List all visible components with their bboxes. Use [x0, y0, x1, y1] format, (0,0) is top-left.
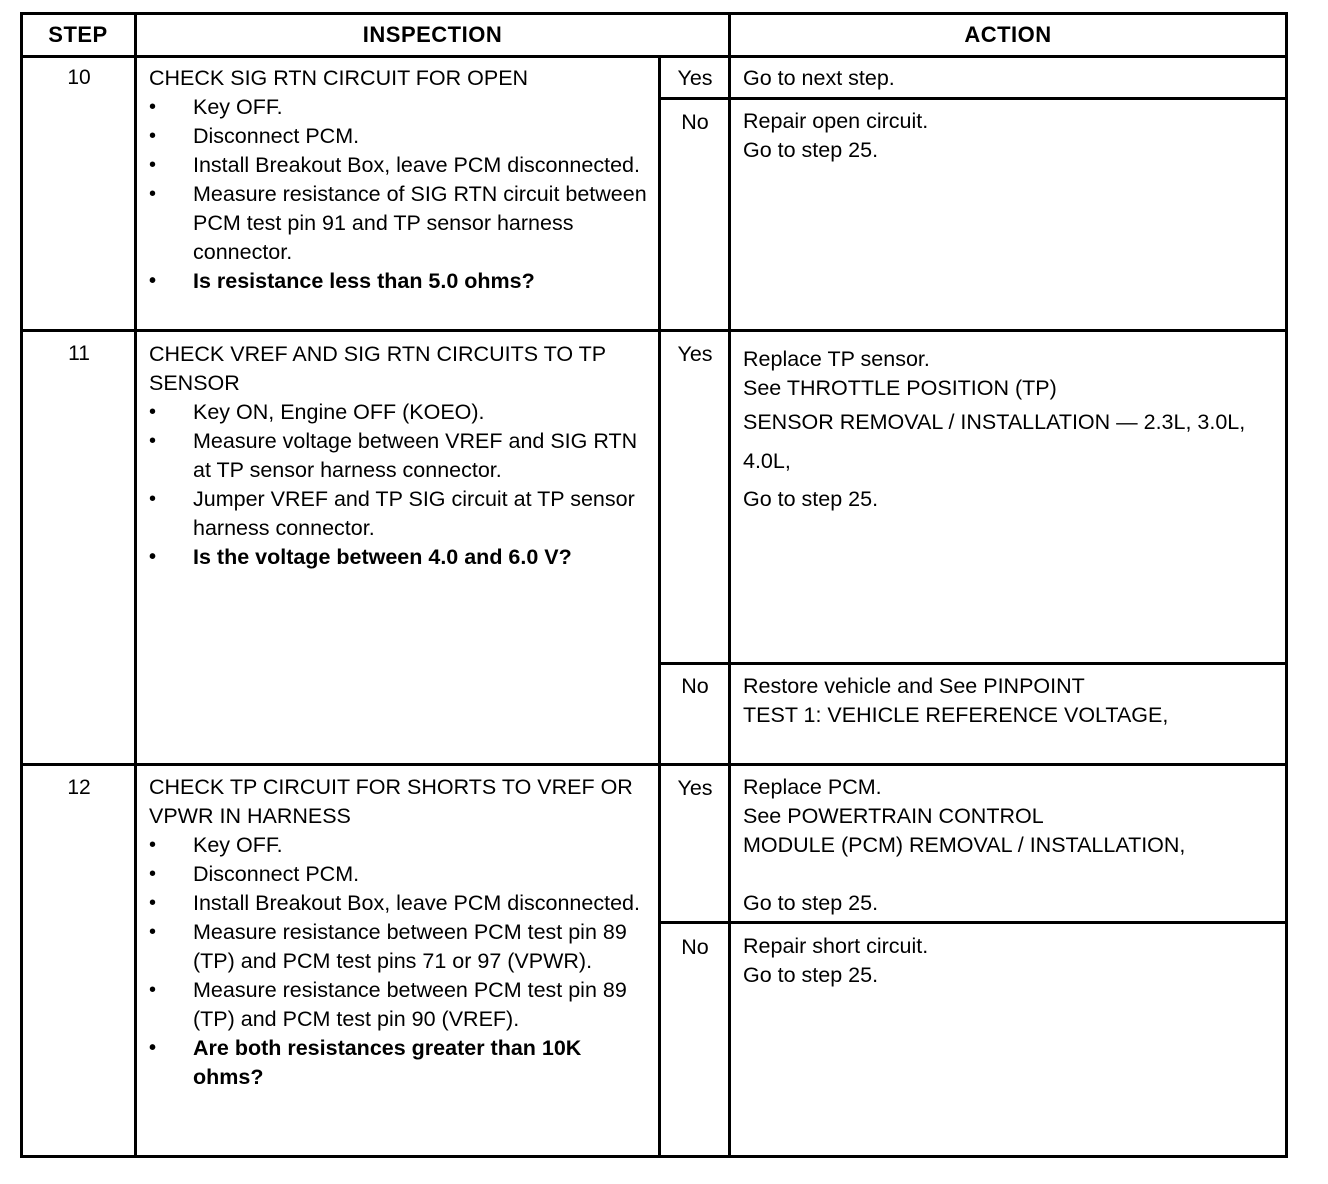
rule-right: [1285, 12, 1288, 1158]
no-label: No: [681, 935, 709, 959]
rule-step-col: [134, 12, 137, 1158]
step-number: 11: [68, 342, 90, 365]
action-line: Replace PCM.: [743, 775, 882, 799]
inspection-bullet: • Install Breakout Box, leave PCM disconnected.: [149, 889, 654, 918]
inspection-bullet: • Key ON, Engine OFF (KOEO).: [149, 398, 654, 427]
no-label: No: [681, 674, 709, 698]
yes-label: Yes: [677, 66, 713, 90]
action-line: See POWERTRAIN CONTROL: [743, 804, 1044, 828]
rule-row11-yesno: [660, 662, 1288, 665]
inspection-cell: [149, 340, 654, 572]
action-line: Repair open circuit.: [743, 109, 929, 133]
action-line: Go to step 25.: [743, 963, 879, 987]
inspection-bullet: • Measure resistance between PCM test pin 89 (TP) and PCM test pin 90 (VREF).: [149, 976, 654, 1034]
action-line: Go to step 25.: [743, 891, 879, 915]
inspection-cell: [149, 64, 654, 296]
header-step: STEP: [48, 22, 108, 47]
action-line: Go to step 25.: [743, 487, 879, 511]
action-line: Replace TP sensor.: [743, 347, 930, 371]
inspection-bullet: • Measure voltage between VREF and SIG RTN at TP sensor harness connector.: [149, 427, 654, 485]
action-line: Repair short circuit.: [743, 934, 929, 958]
action-line: TEST 1: VEHICLE REFERENCE VOLTAGE,: [743, 703, 1169, 727]
action-line: See THROTTLE POSITION (TP): [743, 376, 1057, 400]
inspection-title: CHECK TP CIRCUIT FOR SHORTS TO VREF OR VPWR IN HARNESS: [149, 775, 633, 828]
action-line: Restore vehicle and See PINPOINT: [743, 674, 1085, 698]
rule-row10-yesno: [660, 97, 1288, 100]
header-action: ACTION: [964, 22, 1052, 47]
inspection-bullet: • Install Breakout Box, leave PCM disconnected.: [149, 151, 654, 180]
rule-inspection-col: [658, 55, 661, 1158]
step-number: 12: [67, 776, 91, 799]
yes-action: [743, 345, 1273, 514]
rule-row10-bottom: [20, 329, 1288, 332]
action-line: Go to step 25.: [743, 138, 879, 162]
inspection-title: CHECK SIG RTN CIRCUIT FOR OPEN: [149, 66, 529, 90]
inspection-bullet: • Jumper VREF and TP SIG circuit at TP sensor harness connector.: [149, 485, 654, 543]
step-number: 10: [67, 66, 91, 89]
yes-label: Yes: [677, 342, 713, 366]
no-action: [743, 107, 1273, 165]
rule-left: [20, 12, 23, 1158]
no-label: No: [681, 110, 709, 134]
inspection-bullet: • Disconnect PCM.: [149, 122, 654, 151]
yes-label: Yes: [677, 776, 713, 800]
inspection-bullet: • Disconnect PCM.: [149, 860, 654, 889]
yes-action: [743, 773, 1273, 918]
inspection-question: • Are both resistances greater than 10K ohms?: [149, 1034, 654, 1092]
inspection-title: CHECK VREF AND SIG RTN CIRCUITS TO TP SENSOR: [149, 342, 606, 395]
rule-row12-yesno: [660, 921, 1288, 924]
no-action: [743, 672, 1273, 730]
inspection-bullet: • Key OFF.: [149, 93, 654, 122]
inspection-cell: [149, 773, 654, 1092]
action-line: Go to next step.: [743, 66, 895, 90]
yes-action: [743, 64, 1273, 93]
header-inspection: INSPECTION: [362, 22, 503, 47]
action-line: SENSOR REMOVAL / INSTALLATION — 2.3L, 3.0L, 4.0L,: [743, 410, 1246, 473]
rule-row11-bottom: [20, 763, 1288, 766]
inspection-question: • Is resistance less than 5.0 ohms?: [149, 267, 654, 296]
inspection-bullet: • Measure resistance between PCM test pin 89 (TP) and PCM test pins 71 or 97 (VPWR).: [149, 918, 654, 976]
no-action: [743, 932, 1273, 990]
rule-yesno-col: [728, 12, 731, 1158]
inspection-bullet: • Measure resistance of SIG RTN circuit between PCM test pin 91 and TP sensor harness connector.: [149, 180, 654, 267]
action-line: MODULE (PCM) REMOVAL / INSTALLATION,: [743, 833, 1186, 857]
inspection-bullet: • Key OFF.: [149, 831, 654, 860]
rule-bottom: [20, 1155, 1288, 1158]
inspection-question: • Is the voltage between 4.0 and 6.0 V?: [149, 543, 654, 572]
